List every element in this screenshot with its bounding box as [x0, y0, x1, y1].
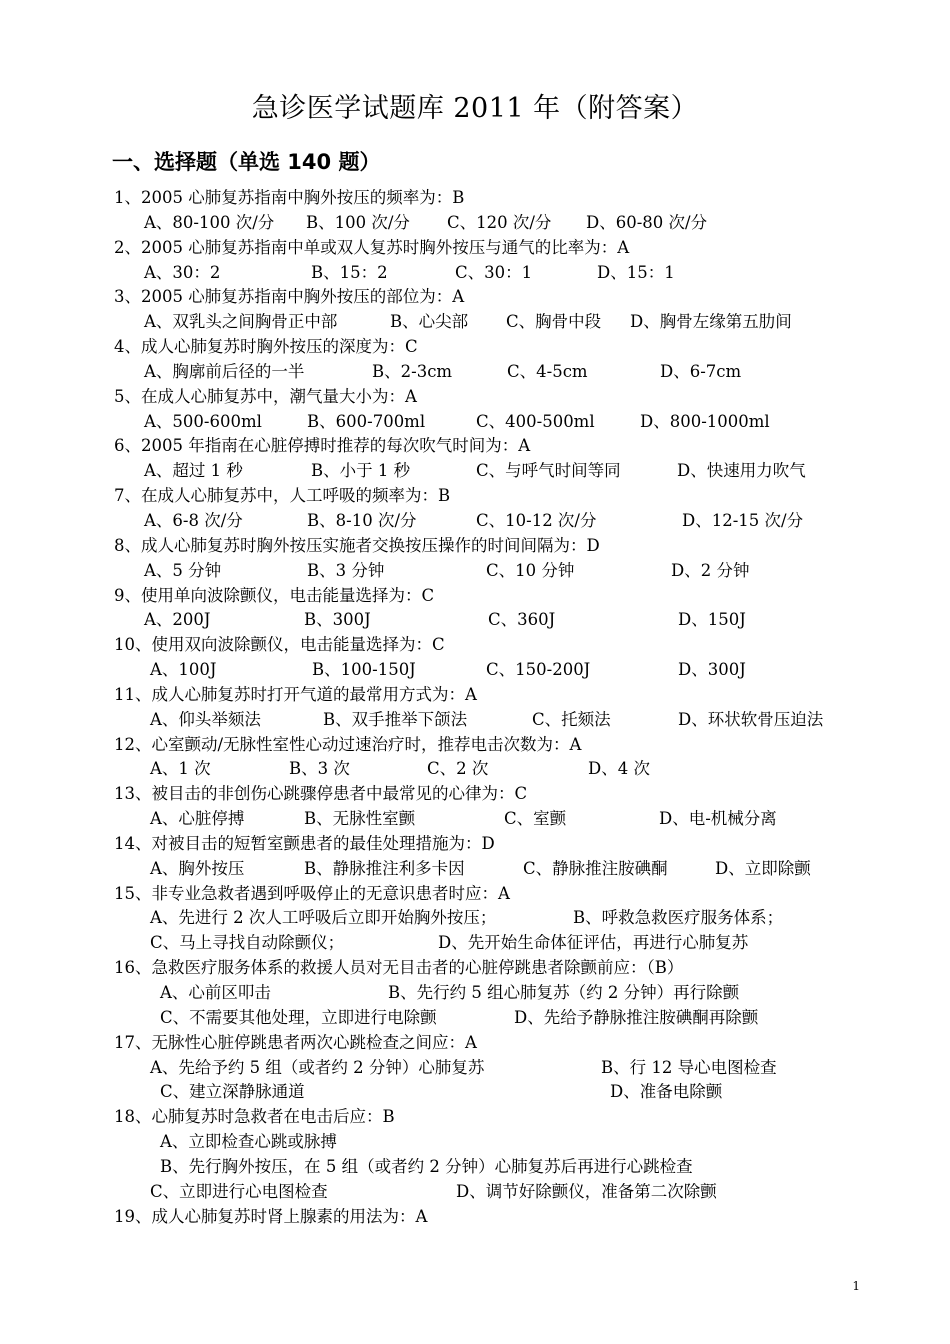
- question-stem: 4、成人心肺复苏时胸外按压的深度为：C: [114, 337, 418, 357]
- answer-option: A、200J: [144, 610, 211, 630]
- answer-option: B、2-3cm: [372, 361, 453, 381]
- answer-option: D、立即除颤: [715, 858, 811, 878]
- answer-option: A、双乳头之间胸骨正中部: [144, 312, 338, 332]
- option-row: [114, 310, 914, 335]
- answer-option: C、30：1: [455, 262, 533, 282]
- question-stem: 3、2005 心肺复苏指南中胸外按压的部位为：A: [114, 287, 465, 307]
- option-row: [114, 1056, 914, 1081]
- option-row: [114, 261, 914, 286]
- answer-option: D、环状软骨压迫法: [678, 709, 824, 729]
- answer-option: B、静脉推注利多卡因: [304, 858, 465, 878]
- question-stem: 2、2005 心肺复苏指南中单或双人复苏时胸外按压与通气的比率为：A: [114, 237, 630, 257]
- answer-option: B、双手推举下颌法: [323, 709, 468, 729]
- answer-option: D、150J: [678, 610, 746, 630]
- answer-option: D、快速用力吹气: [677, 461, 806, 481]
- answer-option: A、立即检查心跳或脉搏: [160, 1132, 337, 1152]
- option-row: [114, 857, 914, 882]
- answer-option: D、15：1: [597, 262, 675, 282]
- answer-option: B、无脉性室颤: [304, 809, 416, 829]
- option-row: [114, 1180, 914, 1205]
- answer-option: C、360J: [488, 610, 556, 630]
- answer-option: A、胸外按压: [150, 858, 245, 878]
- answer-option: C、2 次: [427, 759, 489, 779]
- answer-option: C、立即进行心电图检查: [150, 1181, 328, 1201]
- question-stem: 1、2005 心肺复苏指南中胸外按压的频率为：B: [114, 188, 465, 207]
- option-row: [114, 757, 914, 782]
- question-stem: 15、非专业急救者遇到呼吸停止的无意识患者时应：A: [114, 883, 510, 903]
- answer-option: C、150-200J: [486, 660, 591, 680]
- answer-option: A、心前区叩击: [160, 983, 271, 1002]
- answer-option: C、静脉推注胺碘酮: [523, 858, 668, 878]
- answer-option: C、马上寻找自动除颤仪；: [150, 933, 345, 953]
- answer-option: C、托颏法: [532, 709, 611, 729]
- option-row: [114, 1155, 914, 1180]
- answer-option: A、仰头举颏法: [150, 709, 261, 729]
- option-row: [114, 1006, 914, 1031]
- answer-option: B、行 12 导心电图检查: [601, 1057, 777, 1077]
- answer-option: C、10 分钟: [486, 560, 575, 580]
- answer-option: B、小于 1 秒: [311, 461, 411, 481]
- answer-option: B、300J: [304, 610, 371, 630]
- option-row: [114, 410, 914, 435]
- answer-option: D、12-15 次/分: [682, 510, 804, 530]
- answer-option: D、电-机械分离: [659, 809, 777, 829]
- question-stem: 18、心肺复苏时急救者在电击后应：B: [114, 1107, 395, 1127]
- answer-option: D、60-80 次/分: [586, 212, 708, 232]
- question-list: [114, 186, 914, 1229]
- answer-option: B、心尖部: [390, 312, 469, 332]
- answer-option: B、3 分钟: [307, 560, 385, 580]
- answer-option: B、呼救急救医疗服务体系；: [573, 908, 784, 928]
- answer-option: C、胸骨中段: [506, 312, 602, 332]
- answer-option: A、5 分钟: [144, 560, 222, 580]
- answer-option: B、100 次/分: [306, 212, 410, 232]
- option-row: [114, 211, 914, 236]
- answer-option: C、4-5cm: [507, 361, 588, 381]
- answer-option: D、调节好除颤仪，准备第二次除颤: [456, 1181, 717, 1201]
- answer-option: A、胸廓前后径的一半: [144, 361, 305, 381]
- question-stem: 19、成人心肺复苏时肾上腺素的用法为：A: [114, 1206, 428, 1226]
- answer-option: C、10-12 次/分: [476, 510, 597, 530]
- answer-option: A、心脏停搏: [150, 809, 245, 829]
- answer-option: A、500-600ml: [144, 411, 262, 431]
- answer-option: B、15：2: [311, 262, 388, 282]
- answer-option: B、600-700ml: [307, 411, 426, 431]
- answer-option: D、4 次: [588, 759, 650, 779]
- question-stem: 8、成人心肺复苏时胸外按压实施者交换按压操作的时间间隔为：D: [114, 535, 600, 555]
- option-row: [114, 509, 914, 534]
- option-row: [114, 608, 914, 633]
- answer-option: C、与呼气时间等同: [476, 461, 621, 481]
- option-row: [114, 981, 914, 1006]
- option-row: [114, 931, 914, 956]
- answer-option: A、80-100 次/分: [144, 212, 275, 232]
- answer-option: D、800-1000ml: [640, 411, 770, 431]
- answer-option: D、先给予静脉推注胺碘酮再除颤: [514, 1007, 759, 1027]
- question-stem: 11、成人心肺复苏时打开气道的最常用方式为：A: [114, 684, 477, 704]
- question-stem: 5、在成人心肺复苏中，潮气量大小为：A: [114, 386, 417, 406]
- question-stem: 10、使用双向波除颤仪，电击能量选择为：C: [114, 635, 445, 655]
- answer-option: B、先行胸外按压，在 5 组（或者约 2 分钟）心肺复苏后再进行心跳检查: [160, 1156, 693, 1176]
- answer-option: A、先给予约 5 组（或者约 2 分钟）心肺复苏: [150, 1057, 485, 1077]
- answer-option: C、不需要其他处理，立即进行电除颤: [160, 1007, 437, 1027]
- answer-option: D、准备电除颤: [610, 1082, 723, 1102]
- answer-option: B、8-10 次/分: [307, 510, 417, 530]
- answer-option: D、胸骨左缘第五肋间: [630, 312, 792, 332]
- option-row: [114, 459, 914, 484]
- answer-option: D、6-7cm: [660, 361, 742, 381]
- question-stem: 12、心室颤动/无脉性室性心动过速治疗时，推荐电击次数为：A: [114, 734, 582, 754]
- answer-option: A、100J: [150, 660, 217, 680]
- answer-option: B、3 次: [289, 759, 350, 779]
- answer-option: C、400-500ml: [476, 411, 595, 431]
- answer-option: A、30：2: [144, 262, 221, 282]
- option-row: [114, 360, 914, 385]
- answer-option: D、300J: [678, 660, 746, 680]
- question-stem: 13、被目击的非创伤心跳骤停患者中最常见的心律为：C: [114, 784, 528, 804]
- answer-option: B、100-150J: [312, 660, 416, 680]
- answer-option: C、120 次/分: [447, 212, 552, 232]
- question-stem: 9、使用单向波除颤仪，电击能量选择为：C: [114, 585, 435, 605]
- answer-option: C、室颤: [504, 809, 567, 829]
- option-row: [114, 906, 914, 931]
- option-row: [114, 658, 914, 683]
- question-stem: 16、急救医疗服务体系的救援人员对无目击者的心脏停跳患者除颤前应：（B）: [114, 958, 684, 978]
- answer-option: C、建立深静脉通道: [160, 1082, 305, 1102]
- option-row: [114, 807, 914, 832]
- question-stem: 14、对被目击的短暂室颤患者的最佳处理措施为：D: [114, 833, 495, 853]
- option-row: [114, 708, 914, 733]
- section-heading: 一、选择题（单选 140 题）: [112, 150, 381, 174]
- answer-option: A、6-8 次/分: [144, 510, 243, 530]
- answer-option: B、先行约 5 组心肺复苏（约 2 分钟）再行除颤: [388, 983, 740, 1002]
- answer-option: A、先进行 2 次人工呼吸后立即开始胸外按压；: [150, 908, 497, 928]
- question-stem: 17、无脉性心脏停跳患者两次心跳检查之间应：A: [114, 1032, 477, 1052]
- page-number: 1: [852, 1279, 860, 1293]
- option-row: [114, 1130, 914, 1155]
- option-row: [114, 559, 914, 584]
- document-title: 急诊医学试题库 2011 年（附答案）: [251, 93, 699, 124]
- question-stem: 7、在成人心肺复苏中，人工呼吸的频率为：B: [114, 486, 451, 506]
- answer-option: D、先开始生命体征评估，再进行心肺复苏: [438, 933, 749, 953]
- answer-option: D、2 分钟: [671, 560, 750, 580]
- option-row: [114, 1080, 914, 1105]
- answer-option: A、超过 1 秒: [144, 461, 243, 481]
- answer-option: A、1 次: [150, 759, 211, 779]
- question-stem: 6、2005 年指南在心脏停搏时推荐的每次吹气时间为：A: [114, 436, 531, 456]
